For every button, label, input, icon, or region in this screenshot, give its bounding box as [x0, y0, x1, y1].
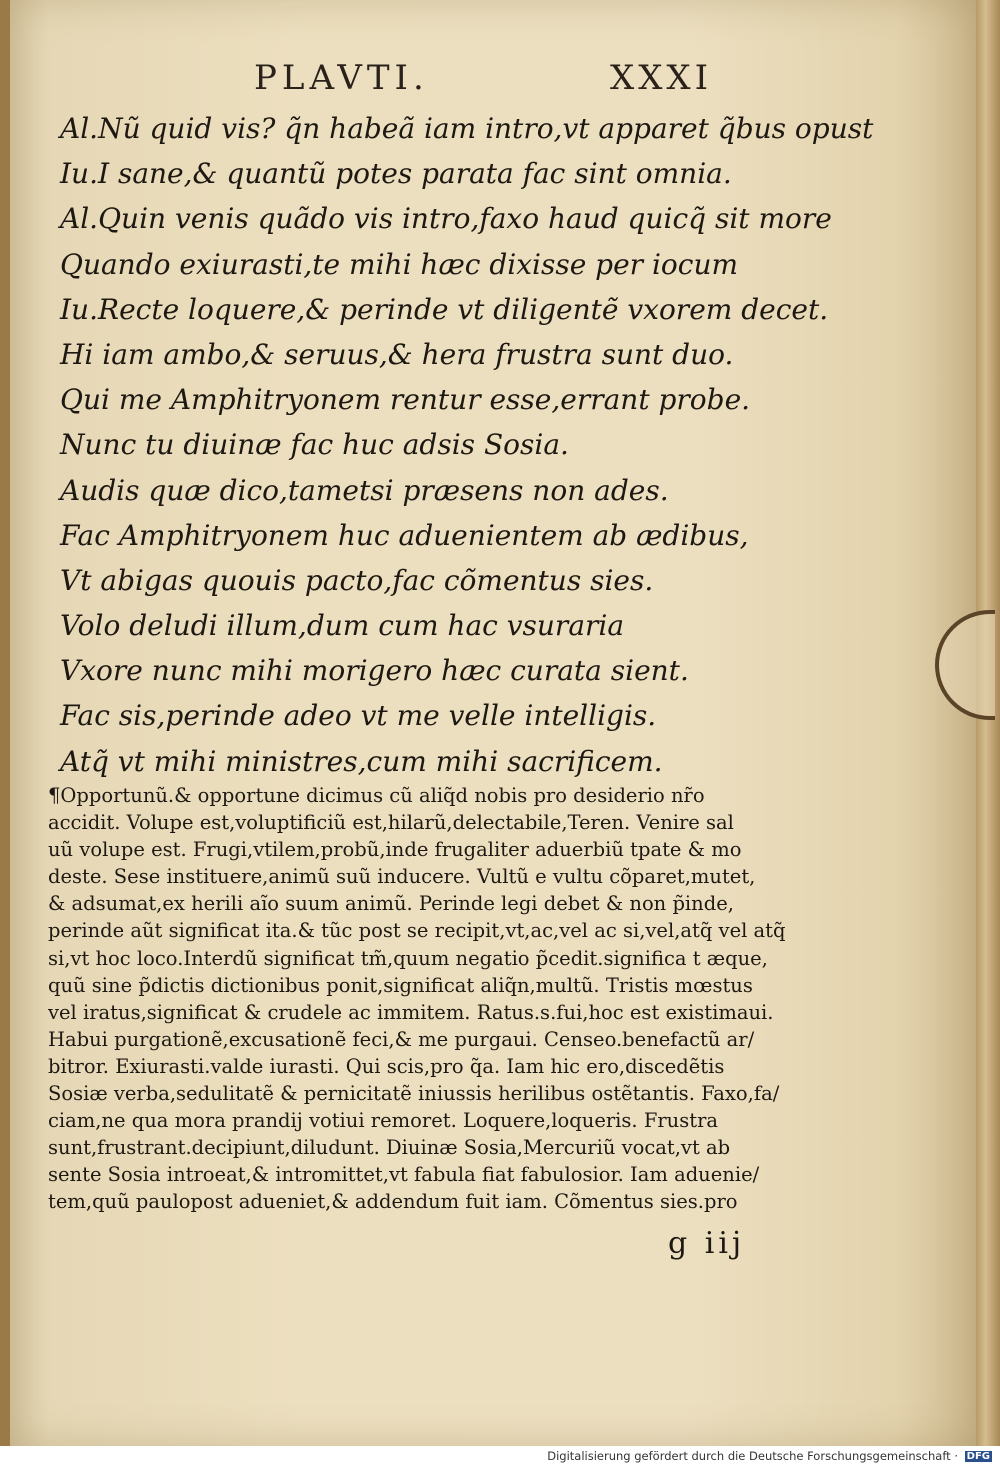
credit-text: Digitalisierung gefördert durch die Deutsche Forschungsgemeinschaft · — [547, 1449, 958, 1463]
verse-line: Hi iam ambo,& seruus,& hera frustra sunt duo. — [60, 337, 734, 371]
verse-line: Nunc tu diuinæ fac huc adsis Sosia. — [60, 428, 569, 462]
verse-line: Fac sis,perinde adeo vt me velle intelligis. — [60, 699, 657, 733]
footer-bar — [0, 1446, 1000, 1467]
commentary-line: si,vt hoc loco.Interdũ significat tm̃,quum negatio p̃cedit.significa t æque, — [48, 946, 768, 970]
verse-line: Vt abigas quouis pacto,fac cõmentus sies. — [60, 563, 654, 597]
commentary-line: deste. Sese instituere,animũ suũ inducere. Vultũ e vultu cõparet,mutet, — [48, 865, 756, 889]
verse-line: Audis quæ dico,tametsi præsens non ades. — [60, 473, 669, 507]
verse-line: Al.Quin venis quãdo vis intro,faxo haud quicq̃ sit more — [60, 202, 832, 236]
running-head: PLAVTI. — [254, 58, 429, 98]
page-header — [0, 58, 976, 102]
funding-credit[interactable] — [547, 1449, 992, 1463]
page-edge — [976, 0, 1000, 1446]
commentary-line: uũ volupe est. Frugi,vtilem,probũ,inde frugaliter aduerbiũ tpate & mo — [48, 838, 742, 862]
verse-line: Al.Nũ quid vis? q̃n habeã iam intro,vt apparet q̃bus opust — [60, 112, 874, 145]
commentary-line: quũ sine p̃dictis dictionibus ponit,significat aliq̃n,multũ. Tristis mœstus — [48, 973, 753, 997]
commentary-line: sunt,frustrant.decipiunt,diludunt. Diuinæ Sosia,Mercuriũ vocat,vt ab — [48, 1136, 731, 1160]
commentary-line: ciam,ne qua mora prandij votiui remoret. Loquere,loqueris. Frustra — [48, 1109, 719, 1133]
verse-line: Vxore nunc mihi morigero hæc curata sient. — [60, 654, 689, 688]
commentary-block — [48, 782, 818, 1216]
commentary-line: bitror. Exiurasti.valde iurasti. Qui scis,pro q̃a. Iam hic ero,discedẽtis — [48, 1054, 725, 1078]
verse-line: Iu.I sane,& quantũ potes parata fac sint omnia. — [60, 157, 732, 191]
commentary-line: sente Sosia introeat,& intromittet,vt fabula fiat fabulosior. Iam aduenie/ — [48, 1163, 760, 1187]
commentary-line: vel iratus,significat & crudele ac immitem. Ratus.s.fui,hoc est existimaui. — [48, 1000, 774, 1024]
commentary-line: ¶Opportunũ.& opportune dicimus cũ aliq̃d nobis pro desiderio nr̃o — [48, 784, 705, 807]
verse-block — [60, 106, 874, 784]
verse-line: Quando exiurasti,te mihi hæc dixisse per iocum — [60, 247, 739, 281]
commentary-line: accidit. Volupe est,voluptificiũ est,hilarũ,delectabile,Teren. Venire sal — [48, 811, 734, 835]
commentary-line: perinde aũt significat ita.& tũc post se recipit,vt,ac,vel ac si,vel,atq̃ vel atq̃ — [48, 919, 786, 943]
verse-line: Iu.Recte loquere,& perinde vt diligentẽ vxorem decet. — [60, 292, 829, 326]
commentary-line: Habui purgationẽ,excusationẽ feci,& me purgaui. Censeo.benefactũ ar/ — [48, 1027, 755, 1051]
dfg-logo-icon: DFG — [966, 1451, 990, 1462]
verse-line: Volo deludi illum,dum cum hac vsuraria — [60, 609, 625, 643]
folio-number: XXXI — [610, 58, 713, 98]
verse-line: Atq̃ vt mihi ministres,cum mihi sacrificem. — [60, 744, 663, 778]
verse-line: Fac Amphitryonem huc aduenientem ab ædibus, — [60, 518, 749, 552]
commentary-line: Sosiæ verba,sedulitatẽ & pernicitatẽ iniussis herilibus ostẽtantis. Faxo,fa/ — [48, 1082, 780, 1106]
verse-line: Qui me Amphitryonem rentur esse,errant probe. — [60, 383, 751, 417]
commentary-line: tem,quũ paulopost adueniet,& addendum fuit iam. Cõmentus sies.pro — [48, 1190, 738, 1214]
commentary-line: & adsumat,ex herili aĩo suum animũ. Perinde legi debet & non p̃inde, — [48, 892, 734, 916]
signature-mark: g iij — [668, 1226, 746, 1261]
